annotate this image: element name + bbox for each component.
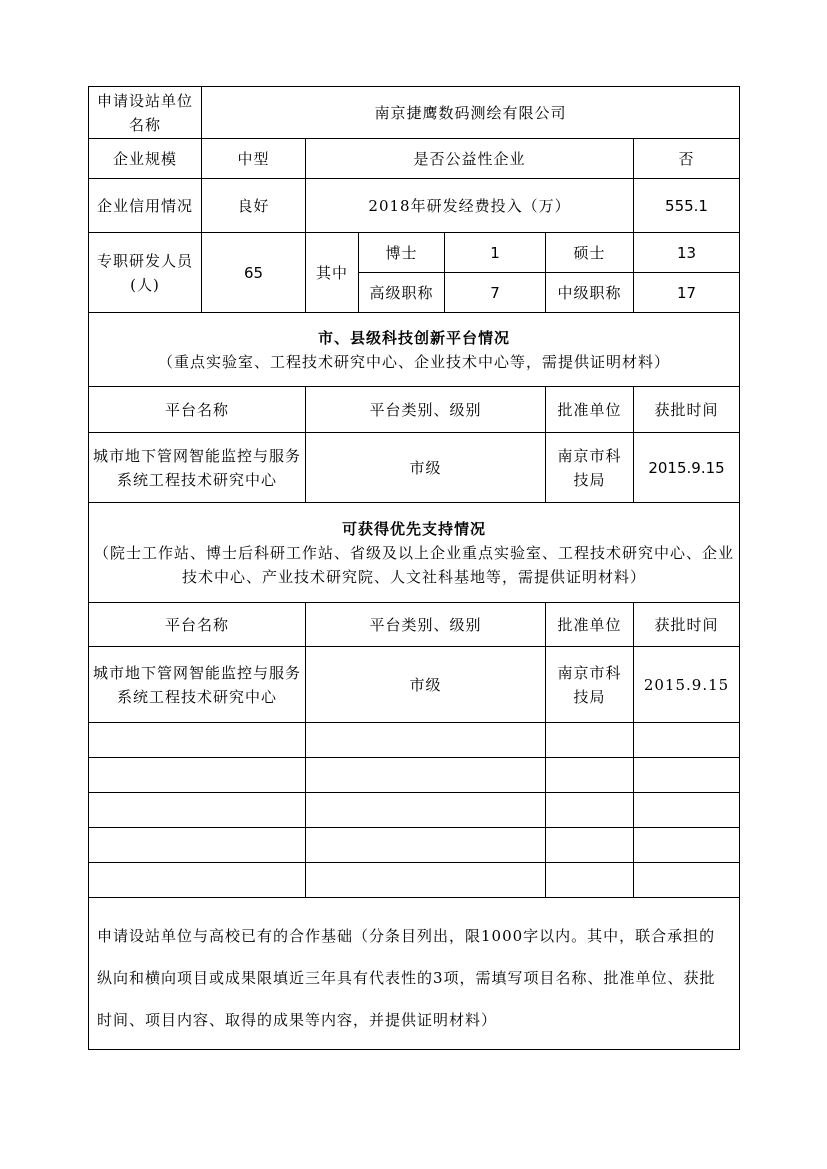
scale-value: 中型: [202, 139, 306, 179]
empty-cell: [546, 863, 634, 898]
empty-cell: [306, 828, 546, 863]
mid-value: 17: [634, 273, 740, 313]
empty-cell: [306, 863, 546, 898]
empty-cell: [89, 758, 306, 793]
empty-cell: [546, 793, 634, 828]
section1-title: 市、县级科技创新平台情况: [318, 328, 511, 347]
table-row: [89, 433, 740, 503]
empty-cell: [546, 723, 634, 758]
section1-heading: [89, 313, 740, 387]
empty-cell: [306, 793, 546, 828]
application-form-table: [88, 86, 740, 1050]
approval-unit: 南京市科技局: [546, 647, 634, 723]
empty-row: [89, 828, 740, 863]
mid-label: 中级职称: [546, 273, 634, 313]
empty-cell: [546, 758, 634, 793]
header-approval-unit: 批准单位: [546, 603, 634, 647]
senior-value: 7: [445, 273, 546, 313]
empty-cell: [634, 863, 740, 898]
row-headers1: [89, 387, 740, 433]
public-label: 是否公益性企业: [306, 139, 634, 179]
unit-name-value: 南京捷鹰数码测绘有限公司: [202, 87, 740, 139]
master-value: 13: [634, 233, 740, 273]
empty-cell: [634, 828, 740, 863]
phd-label: 博士: [359, 233, 445, 273]
header-platform-type: 平台类别、级别: [306, 603, 546, 647]
header-approval-time: 获批时间: [634, 387, 740, 433]
empty-cell: [89, 828, 306, 863]
section2-title: 可获得优先支持情况: [342, 519, 487, 538]
empty-cell: [306, 758, 546, 793]
empty-cell: [634, 723, 740, 758]
row-section1: [89, 313, 740, 387]
among-label: 其中: [306, 233, 359, 313]
empty-cell: [546, 828, 634, 863]
approval-time: 2015.9.15: [634, 647, 740, 723]
empty-cell: [89, 723, 306, 758]
platform-type: 市级: [306, 433, 546, 503]
rd-value: 555.1: [634, 179, 740, 233]
credit-value: 良好: [202, 179, 306, 233]
row-cooperation: [89, 898, 740, 1050]
credit-label: 企业信用情况: [89, 179, 202, 233]
empty-row: [89, 758, 740, 793]
header-approval-time: 获批时间: [634, 603, 740, 647]
empty-cell: [634, 793, 740, 828]
empty-row: [89, 723, 740, 758]
senior-label: 高级职称: [359, 273, 445, 313]
section2-heading: [89, 503, 740, 603]
table-row: [89, 647, 740, 723]
row-unit-name: [89, 87, 740, 139]
empty-cell: [634, 758, 740, 793]
phd-value: 1: [445, 233, 546, 273]
master-label: 硕士: [546, 233, 634, 273]
public-value: 否: [634, 139, 740, 179]
header-platform-type: 平台类别、级别: [306, 387, 546, 433]
empty-cell: [89, 793, 306, 828]
platform-name: 城市地下管网智能监控与服务系统工程技术研究中心: [89, 647, 306, 723]
unit-name-label: 申请设站单位名称: [89, 87, 202, 139]
staff-label: 专职研发人员(人): [89, 233, 202, 313]
staff-value: 65: [202, 233, 306, 313]
row-section2: [89, 503, 740, 603]
scale-label: 企业规模: [89, 139, 202, 179]
section2-note: （院士工作站、博士后科研工作站、省级及以上企业重点实验室、工程技术研究中心、企业技术中心、产业技术研究院、人文社科基地等，需提供证明材料）: [94, 543, 735, 586]
header-platform-name: 平台名称: [89, 603, 306, 647]
row-staff-1: [89, 233, 740, 273]
header-platform-name: 平台名称: [89, 387, 306, 433]
section1-note: （重点实验室、工程技术研究中心、企业技术中心等，需提供证明材料）: [158, 352, 671, 371]
header-approval-unit: 批准单位: [546, 387, 634, 433]
cooperation-text: 申请设站单位与高校已有的合作基础（分条目列出，限1000字以内。其中，联合承担的纵向和横向项目或成果限填近三年具有代表性的3项，需填写项目名称、批准单位、获批时间、项目内容、取得的成果等内容，并提供证明材料）: [89, 898, 740, 1050]
empty-cell: [89, 863, 306, 898]
platform-name: 城市地下管网智能监控与服务系统工程技术研究中心: [89, 433, 306, 503]
empty-row: [89, 793, 740, 828]
row-scale: [89, 139, 740, 179]
approval-time: 2015.9.15: [634, 433, 740, 503]
approval-unit: 南京市科技局: [546, 433, 634, 503]
rd-label: 2018年研发经费投入（万）: [306, 179, 634, 233]
row-credit: [89, 179, 740, 233]
empty-row: [89, 863, 740, 898]
row-headers2: [89, 603, 740, 647]
empty-cell: [306, 723, 546, 758]
platform-type: 市级: [306, 647, 546, 723]
